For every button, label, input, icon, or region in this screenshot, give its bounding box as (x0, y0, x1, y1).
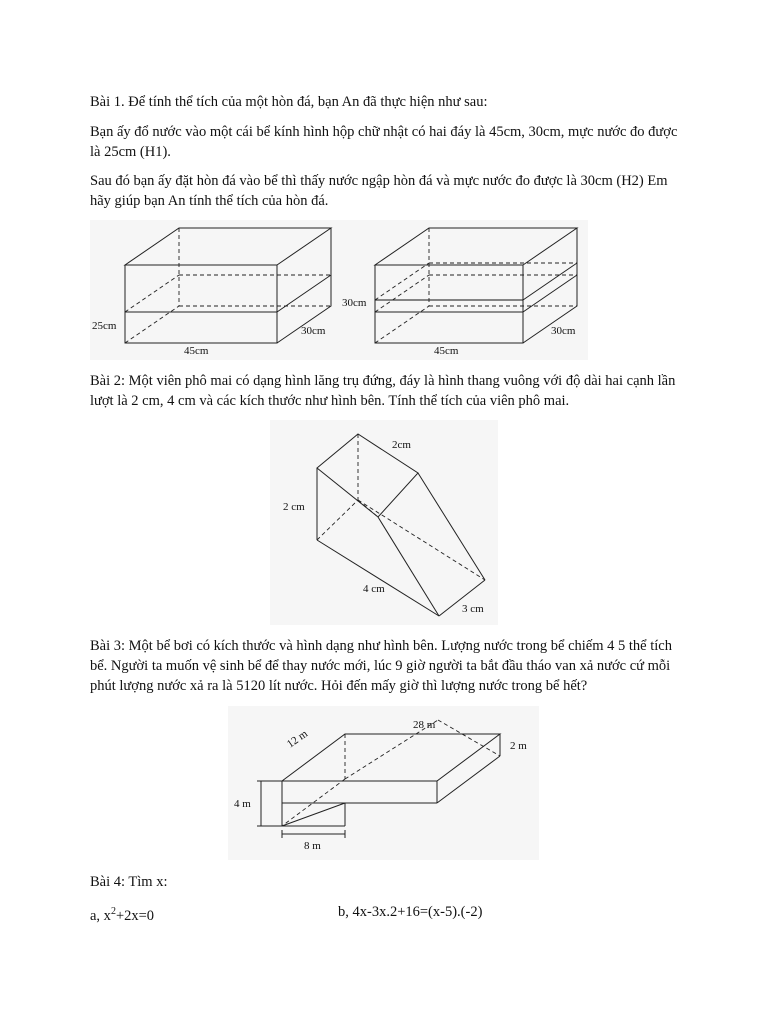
prism-base-label: 4 cm (363, 583, 385, 595)
h1-height-label: 25cm (92, 320, 117, 332)
bai4-equation-b: b, 4x-3x.2+16=(x-5).(-2) (338, 904, 483, 920)
pool-length-label: 28 m (413, 719, 436, 731)
h2-height-label: 30cm (342, 297, 367, 309)
prism-svg (270, 420, 498, 625)
pool-deep-label: 4 m (234, 798, 251, 810)
prism-top-label: 2cm (392, 439, 411, 451)
h2-length-label: 45cm (434, 345, 459, 357)
prism-left-label: 2 cm (283, 501, 305, 513)
tank-h2 (342, 228, 577, 357)
bai1-title: Bài 1. Để tính thể tích của một hòn đá, bạn An đã thực hiện như sau: (90, 94, 488, 110)
pool-bottom-label: 8 m (304, 840, 321, 852)
pool-shallow-label: 2 m (510, 740, 527, 752)
bai2-text: Bài 2: Một viên phô mai có dạng hình lăng trụ đứng, đáy là hình thang vuông với độ dài hai cạnh lần lượt là 2 cm, 4 cm và các kích thước như hình bên. Tính thể tích của viên phô mai. (90, 373, 676, 409)
prism-depth-label: 3 cm (462, 603, 484, 615)
bai3-text: Bài 3: Một bể bơi có kích thước và hình dạng như hình bên. Lượng nước trong bể chiếm 4 5 thể tích bể. Người ta muốn vệ sinh bể để thay nước mới, lúc 9 giờ người ta bắt đầu tháo van xả nước cứ mỗi phút lượng nước xả ra là 5120 lít nước. Hỏi đến mấy giờ thì lượng nước trong bể hết? (90, 638, 672, 694)
bai4-title: Bài 4: Tìm x: (90, 874, 168, 890)
bai1-paragraph-2: Sau đó bạn ấy đặt hòn đá vào bể thì thấy nước ngập hòn đá và mực nước đo được là 30cm (H2) Em hãy giúp bạn An tính thể tích của hòn đá. (90, 173, 668, 209)
tank-h1 (92, 228, 331, 357)
figure-cheese-prism (270, 420, 498, 625)
h1-length-label: 45cm (184, 345, 209, 357)
bai4-equation-a (90, 902, 154, 926)
eq-a-prefix: a, x (90, 907, 111, 924)
eq-a-suffix: +2x=0 (115, 907, 155, 924)
h2-width-label: 30cm (551, 325, 576, 337)
figure-swimming-pool (228, 706, 539, 860)
pool-width-label: 12 m (284, 727, 310, 751)
figure-water-tanks (90, 220, 588, 360)
eq-a-exponent: 2 (110, 906, 116, 917)
h1-width-label: 30cm (301, 325, 326, 337)
tanks-svg (90, 220, 588, 360)
bai1-paragraph-1: Bạn ấy đổ nước vào một cái bể kính hình hộp chữ nhật có hai đáy là 45cm, 30cm, mực nước đo được là 25cm (H1). (90, 124, 678, 160)
pool-svg (228, 706, 539, 860)
